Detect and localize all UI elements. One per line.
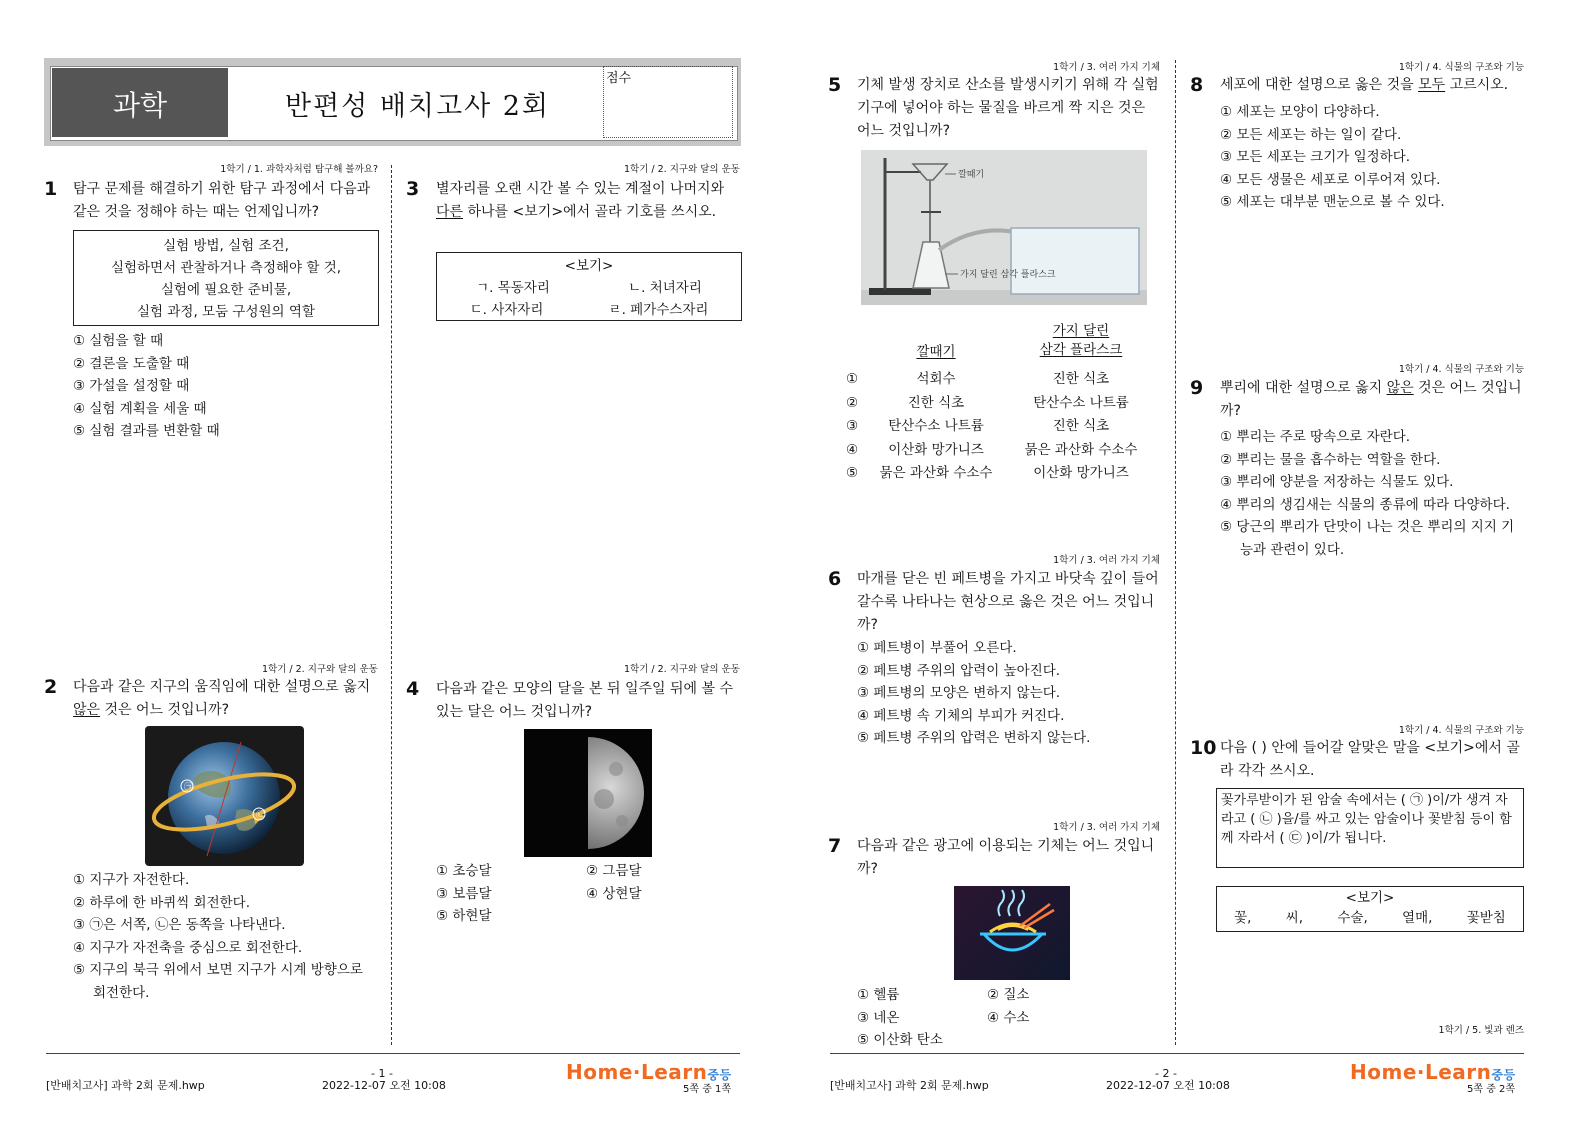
q9-option[interactable]: ② 뿌리는 물을 흡수하는 역할을 한다. xyxy=(1220,451,1441,468)
q7-option[interactable]: ① 헬륨 xyxy=(857,987,900,1003)
q5-col-header: 삼각 플라스크 xyxy=(1039,342,1123,358)
q8-option[interactable]: ① 세포는 모양이 다양하다. xyxy=(1220,104,1380,120)
q5-option-marker: ① xyxy=(846,371,859,387)
q1-number: 1 xyxy=(44,178,58,200)
q1-condition-box xyxy=(73,230,379,326)
q3-box-item: ㄱ. 목동자리 xyxy=(476,280,550,296)
q10-box-item: 꽃, xyxy=(1234,910,1252,926)
q6-option[interactable]: ① 페트병이 부풀어 오른다. xyxy=(857,640,1017,656)
q5-option-cell: 이산화 망가니즈 xyxy=(1033,465,1129,481)
flask-label: 가지 달린 삼각 플라스크 xyxy=(960,270,1056,280)
q5-option-cell: 진한 식초 xyxy=(1052,371,1110,387)
q8-text-part: 세포에 대한 설명으로 옳은 것을 xyxy=(1220,77,1419,93)
subject-label: 과학 xyxy=(112,89,168,122)
q5-option-marker: ④ xyxy=(846,441,859,458)
q5-option-marker: ③ xyxy=(846,418,859,434)
q7-option[interactable]: ⑤ 이산화 탄소 xyxy=(857,1032,943,1048)
q9-question-text xyxy=(1220,377,1526,423)
q9-text-underlined: 않은 xyxy=(1386,380,1414,396)
q4-option[interactable]: ④ 상현달 xyxy=(586,885,642,902)
brand-sub: 중등 xyxy=(707,1068,732,1082)
q7-option[interactable]: ③ 네온 xyxy=(857,1009,900,1026)
q4-unit-tag: 1학기 / 2. 지구와 달의 운동 xyxy=(623,664,740,675)
q6-options xyxy=(857,637,1162,750)
q1-option[interactable]: ④ 실험 계획을 세울 때 xyxy=(73,400,207,417)
q2-text-part: 다음과 같은 지구의 움직임에 대한 설명으로 옳지 xyxy=(73,679,371,695)
q8-options xyxy=(1220,101,1526,214)
q3-text-part: 하나를 <보기>에서 골라 기호를 쓰시오. xyxy=(463,204,717,220)
page-number: - 1 - xyxy=(371,1067,393,1080)
q8-option[interactable]: ③ 모든 세포는 크기가 일정하다. xyxy=(1220,149,1411,165)
q9-option[interactable]: ① 뿌리는 주로 땅속으로 자란다. xyxy=(1220,429,1411,445)
q5-choice-table xyxy=(846,318,1166,486)
q4-options xyxy=(436,860,736,928)
q5-option-row[interactable] xyxy=(846,439,1166,463)
q1-box-line: 실험 과정, 모둠 구성원의 역할 xyxy=(137,304,315,320)
q3-text-underlined: 다른 xyxy=(436,204,464,220)
brand-sub: 중등 xyxy=(1491,1068,1516,1082)
funnel-label: 깔때기 xyxy=(958,170,985,180)
q2-text-underlined: 않은 xyxy=(73,702,101,718)
q9-option[interactable]: ③ 뿌리에 양분을 저장하는 식물도 있다. xyxy=(1220,474,1454,490)
q5-option-cell: 석회수 xyxy=(916,371,956,387)
score-label: 점수 xyxy=(606,71,632,86)
q8-option[interactable]: ② 모든 세포는 하는 일이 같다. xyxy=(1220,126,1402,143)
q3-box-item: ㄹ. 페가수스자리 xyxy=(608,302,709,318)
q6-option[interactable]: ④ 페트병 속 기체의 부피가 커진다. xyxy=(857,707,1065,724)
q1-option[interactable]: ⑤ 실험 결과를 변환할 때 xyxy=(73,423,220,439)
q10-box-title: <보기> xyxy=(1345,890,1395,906)
q2-option[interactable]: ① 지구가 자전한다. xyxy=(73,872,190,888)
q7-option[interactable]: ④ 수소 xyxy=(987,1009,1030,1026)
moon-illustration xyxy=(524,729,652,857)
q2-question-text xyxy=(73,676,379,722)
q5-option-marker: ⑤ xyxy=(846,465,859,481)
q6-number: 6 xyxy=(828,568,842,590)
brand-name: Home xyxy=(1350,1060,1417,1084)
q4-option[interactable]: ⑤ 하현달 xyxy=(436,908,492,924)
q3-box-item: ㄷ. 사자자리 xyxy=(469,302,544,318)
brand-logo: Home·Learn중등 xyxy=(1350,1060,1516,1084)
q1-option[interactable]: ① 실험을 할 때 xyxy=(73,333,164,349)
q5-option-cell: 묽은 과산화 수소수 xyxy=(1024,441,1138,458)
q5-option-cell: 탄산수소 나트륨 xyxy=(1033,394,1129,411)
q9-option[interactable]: ⑤ 당근의 뿌리가 단맛이 나는 것은 뿌리의 지지 기능과 관련이 있다. xyxy=(1220,519,1515,558)
page-number: - 2 - xyxy=(1155,1067,1177,1080)
q5-option-row[interactable] xyxy=(846,462,1166,486)
q7-unit-tag: 1학기 / 3. 여러 가지 기체 xyxy=(1053,822,1160,833)
q3-example-box xyxy=(436,252,742,321)
q2-unit-tag: 1학기 / 2. 지구와 달의 운동 xyxy=(261,664,378,675)
q10-box-item: 꽃받침 xyxy=(1466,910,1506,926)
q1-box-line: 실험 방법, 실험 조건, xyxy=(163,238,289,254)
q8-text-underlined: 모두 xyxy=(1418,77,1446,93)
q8-number: 8 xyxy=(1190,74,1204,96)
q1-option[interactable]: ③ 가설을 설정할 때 xyxy=(73,378,190,394)
q10-box-item: 수술, xyxy=(1337,910,1368,926)
moon-image xyxy=(524,729,652,857)
q1-option[interactable]: ② 결론을 도출할 때 xyxy=(73,355,190,372)
q2-text-part: 것은 어느 것입니까? xyxy=(100,702,230,718)
q1-question-text: 탐구 문제를 해결하기 위한 탐구 과정에서 다음과 같은 것을 정해야 하는 때는 언제입니까? xyxy=(73,181,371,220)
gas-apparatus-image xyxy=(861,150,1147,305)
earth-label-a: ㉠ xyxy=(184,783,194,793)
q9-text-part: 것은 어느 것입니까? xyxy=(1220,380,1522,419)
earth-illustration xyxy=(145,726,304,866)
q2-option[interactable]: ③ ㉠은 서쪽, ㉡은 동쪽을 나타낸다. xyxy=(73,917,286,933)
q4-option[interactable]: ② 그믐달 xyxy=(586,863,642,879)
footer-filename: [반배치고사] 과학 2회 문제.hwp xyxy=(830,1079,989,1092)
earth-label-b: ㉡ xyxy=(256,811,266,821)
page-of: 5쪽 중 1쪽 xyxy=(683,1084,732,1095)
q3-box-title: <보기> xyxy=(564,258,614,274)
q5-option-cell: 진한 식초 xyxy=(1052,418,1110,434)
q8-unit-tag: 1학기 / 4. 식물의 구조와 기능 xyxy=(1398,62,1524,73)
q9-options xyxy=(1220,426,1526,561)
q8-text-part: 고르시오. xyxy=(1445,77,1509,93)
brand-name: Home xyxy=(566,1060,633,1084)
q5-option-cell: 이산화 망가니즈 xyxy=(888,441,984,458)
q4-option[interactable]: ③ 보름달 xyxy=(436,885,492,902)
q5-col-header: 깔때기 xyxy=(916,344,956,360)
brand-logo: Home·Learn중등 xyxy=(566,1060,732,1084)
apparatus-illustration xyxy=(861,150,1147,305)
q6-unit-tag: 1학기 / 3. 여러 가지 기체 xyxy=(1053,555,1160,566)
q5-col-header: 가지 달린 xyxy=(1052,323,1110,339)
q5-option-cell: 진한 식초 xyxy=(907,394,965,411)
q5-unit-tag: 1학기 / 3. 여러 가지 기체 xyxy=(1053,62,1160,73)
earth-rotation-image xyxy=(145,726,304,866)
column-divider xyxy=(1175,60,1176,1045)
brand-name: Learn xyxy=(641,1060,708,1084)
q5-option-row[interactable] xyxy=(846,392,1166,416)
exam-title: 반편성 배치고사 2회 xyxy=(285,91,550,122)
q5-option-row[interactable] xyxy=(846,368,1166,392)
q3-question-text xyxy=(436,178,742,224)
q6-option[interactable]: ⑤ 페트병 주위의 압력은 변하지 않는다. xyxy=(857,730,1091,746)
q10-question-text: 다음 ( ) 안에 들어갈 알맞은 말을 <보기>에서 골라 각각 쓰시오. xyxy=(1220,740,1520,779)
q5-option-cell: 탄산수소 나트륨 xyxy=(888,418,984,434)
q2-option[interactable]: ⑤ 지구의 북극 위에서 보면 지구가 시계 방향으로 회전한다. xyxy=(73,962,363,1001)
q10-box-item: 열매, xyxy=(1402,910,1433,926)
q2-option[interactable]: ② 하루에 한 바퀴씩 회전한다. xyxy=(73,894,251,911)
q1-options xyxy=(73,330,379,443)
q10-example-box xyxy=(1216,886,1524,932)
q8-option[interactable]: ⑤ 세포는 대부분 맨눈으로 볼 수 있다. xyxy=(1220,194,1445,210)
q3-unit-tag: 1학기 / 2. 지구와 달의 운동 xyxy=(623,164,740,175)
q7-options xyxy=(857,984,1117,1052)
q3-number: 3 xyxy=(406,178,420,200)
q10-box-item: 씨, xyxy=(1285,910,1304,926)
q9-number: 9 xyxy=(1190,377,1204,399)
q9-text-part: 뿌리에 대한 설명으로 옳지 xyxy=(1220,380,1387,396)
q5-number: 5 xyxy=(828,74,842,96)
q2-option[interactable]: ④ 지구가 자전축을 중심으로 회전한다. xyxy=(73,939,303,956)
q6-option[interactable]: ③ 페트병의 모양은 변하지 않는다. xyxy=(857,685,1061,701)
q10-number: 10 xyxy=(1190,737,1217,759)
q6-option[interactable]: ② 페트병 주위의 압력이 높아진다. xyxy=(857,662,1061,679)
neon-bowl-illustration xyxy=(954,886,1070,980)
q11-unit-tag: 1학기 / 5. 빛과 렌즈 xyxy=(1438,1025,1524,1036)
footer-rule xyxy=(830,1053,1524,1054)
q2-options xyxy=(73,869,379,1004)
q6-question-text: 마개를 닫은 빈 페트병을 가지고 바닷속 깊이 들어갈수록 나타나는 현상으로 옳은 것은 어느 것입니까? xyxy=(857,571,1159,633)
q4-number: 4 xyxy=(406,678,420,700)
q10-passage: 꽃가루받이가 된 암술 속에서는 ( ㉠ )이/가 생겨 자라고 ( ㉡ )을/를 싸고 있는 암술이나 꽃받침 등이 함께 자라서 ( ㉢ )이/가 됩니다. xyxy=(1221,793,1512,846)
q7-question-text: 다음과 같은 광고에 이용되는 기체는 어느 것입니까? xyxy=(857,838,1155,877)
q9-unit-tag: 1학기 / 4. 식물의 구조와 기능 xyxy=(1398,364,1524,375)
column-divider xyxy=(391,165,392,1045)
q9-option[interactable]: ④ 뿌리의 생김새는 식물의 종류에 따라 다양하다. xyxy=(1220,496,1510,513)
footer-date: 2022-12-07 오전 10:08 xyxy=(322,1079,446,1092)
q8-question-text xyxy=(1220,74,1526,97)
q10-unit-tag: 1학기 / 4. 식물의 구조와 기능 xyxy=(1398,725,1524,736)
footer-filename: [반배치고사] 과학 2회 문제.hwp xyxy=(46,1079,205,1092)
footer-rule xyxy=(46,1053,740,1054)
q1-box-line: 실험에 필요한 준비물, xyxy=(160,282,292,298)
q3-box-item: ㄴ. 처녀자리 xyxy=(628,280,702,296)
q3-text-part: 별자리를 오랜 시간 볼 수 있는 계절이 나머지와 xyxy=(436,181,725,197)
q5-option-row[interactable] xyxy=(846,415,1166,439)
q5-option-cell: 묽은 과산화 수소수 xyxy=(879,465,993,481)
q7-number: 7 xyxy=(828,835,842,857)
q5-rows xyxy=(846,368,1166,486)
brand-name: Learn xyxy=(1425,1060,1492,1084)
q4-question-text: 다음과 같은 모양의 달을 본 뒤 일주일 뒤에 볼 수 있는 달은 어느 것입니까? xyxy=(436,681,734,720)
q2-number: 2 xyxy=(44,676,58,698)
neon-sign-image xyxy=(954,886,1070,980)
q10-passage-box xyxy=(1216,788,1524,868)
q5-option-marker: ② xyxy=(846,394,859,411)
q7-option[interactable]: ② 질소 xyxy=(987,987,1030,1003)
footer-date: 2022-12-07 오전 10:08 xyxy=(1106,1079,1230,1092)
q8-option[interactable]: ④ 모든 생물은 세포로 이루어져 있다. xyxy=(1220,171,1441,188)
q4-option[interactable]: ① 초승달 xyxy=(436,863,492,879)
page-of: 5쪽 중 2쪽 xyxy=(1467,1084,1516,1095)
q5-question-text: 기체 발생 장치로 산소를 발생시키기 위해 각 실험 기구에 넣어야 하는 물질을 바르게 짝 지은 것은 어느 것입니까? xyxy=(857,77,1159,139)
q1-unit-tag: 1학기 / 1. 과학자처럼 탐구해 볼까요? xyxy=(220,164,378,175)
q1-box-line: 실험하면서 관찰하거나 측정해야 할 것, xyxy=(110,260,342,276)
